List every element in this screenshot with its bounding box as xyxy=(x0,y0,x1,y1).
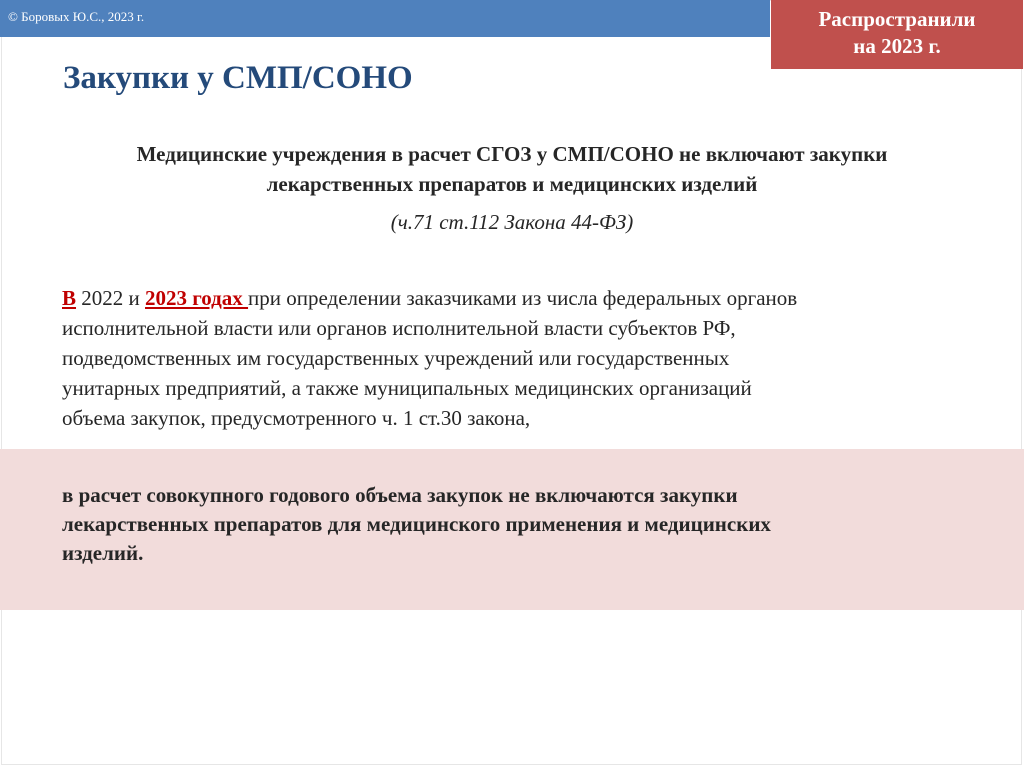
body-paragraph xyxy=(62,283,962,433)
page-title: Закупки у СМП/СОНО xyxy=(63,60,413,96)
body-text-b: при определении заказчиками из числа федеральных органов xyxy=(248,286,798,310)
body-line-1 xyxy=(62,283,962,313)
lead-word: В xyxy=(62,286,77,310)
status-badge xyxy=(771,0,1023,69)
body-line-4: унитарных предприятий, а также муниципальных медицинских организаций xyxy=(62,376,752,400)
subtitle-line-2: лекарственных препаратов и медицинских изделий xyxy=(266,172,758,196)
body-line-5: объема закупок, предусмотренного ч. 1 ст.30 закона, xyxy=(62,406,531,430)
copyright-text: © Боровых Ю.С., 2023 г. xyxy=(8,9,145,24)
highlight-text xyxy=(62,481,962,568)
body-line-3: подведомственных им государственных учреждений или государственных xyxy=(62,346,730,370)
header-bar xyxy=(0,0,770,37)
highlight-line-2: лекарственных препаратов для медицинского применения и медицинских xyxy=(62,512,771,536)
highlight-line-3: изделий. xyxy=(62,541,144,565)
badge-line-1: Распространили xyxy=(818,7,976,31)
years-highlight: 2023 годах xyxy=(145,286,249,310)
body-line-2: исполнительной власти или органов исполнительной власти субъектов РФ, xyxy=(62,316,736,340)
badge-line-2: на 2023 г. xyxy=(853,34,941,58)
subtitle-line-1: Медицинские учреждения в расчет СГОЗ у СМП/СОНО не включают закупки xyxy=(136,142,888,166)
highlight-line-1: в расчет совокупного годового объема закупок не включаются закупки xyxy=(62,483,738,507)
body-text-a: 2022 и xyxy=(76,286,146,310)
law-reference: (ч.71 ст.112 Закона 44-ФЗ) xyxy=(390,210,634,234)
subtitle xyxy=(0,139,1024,199)
